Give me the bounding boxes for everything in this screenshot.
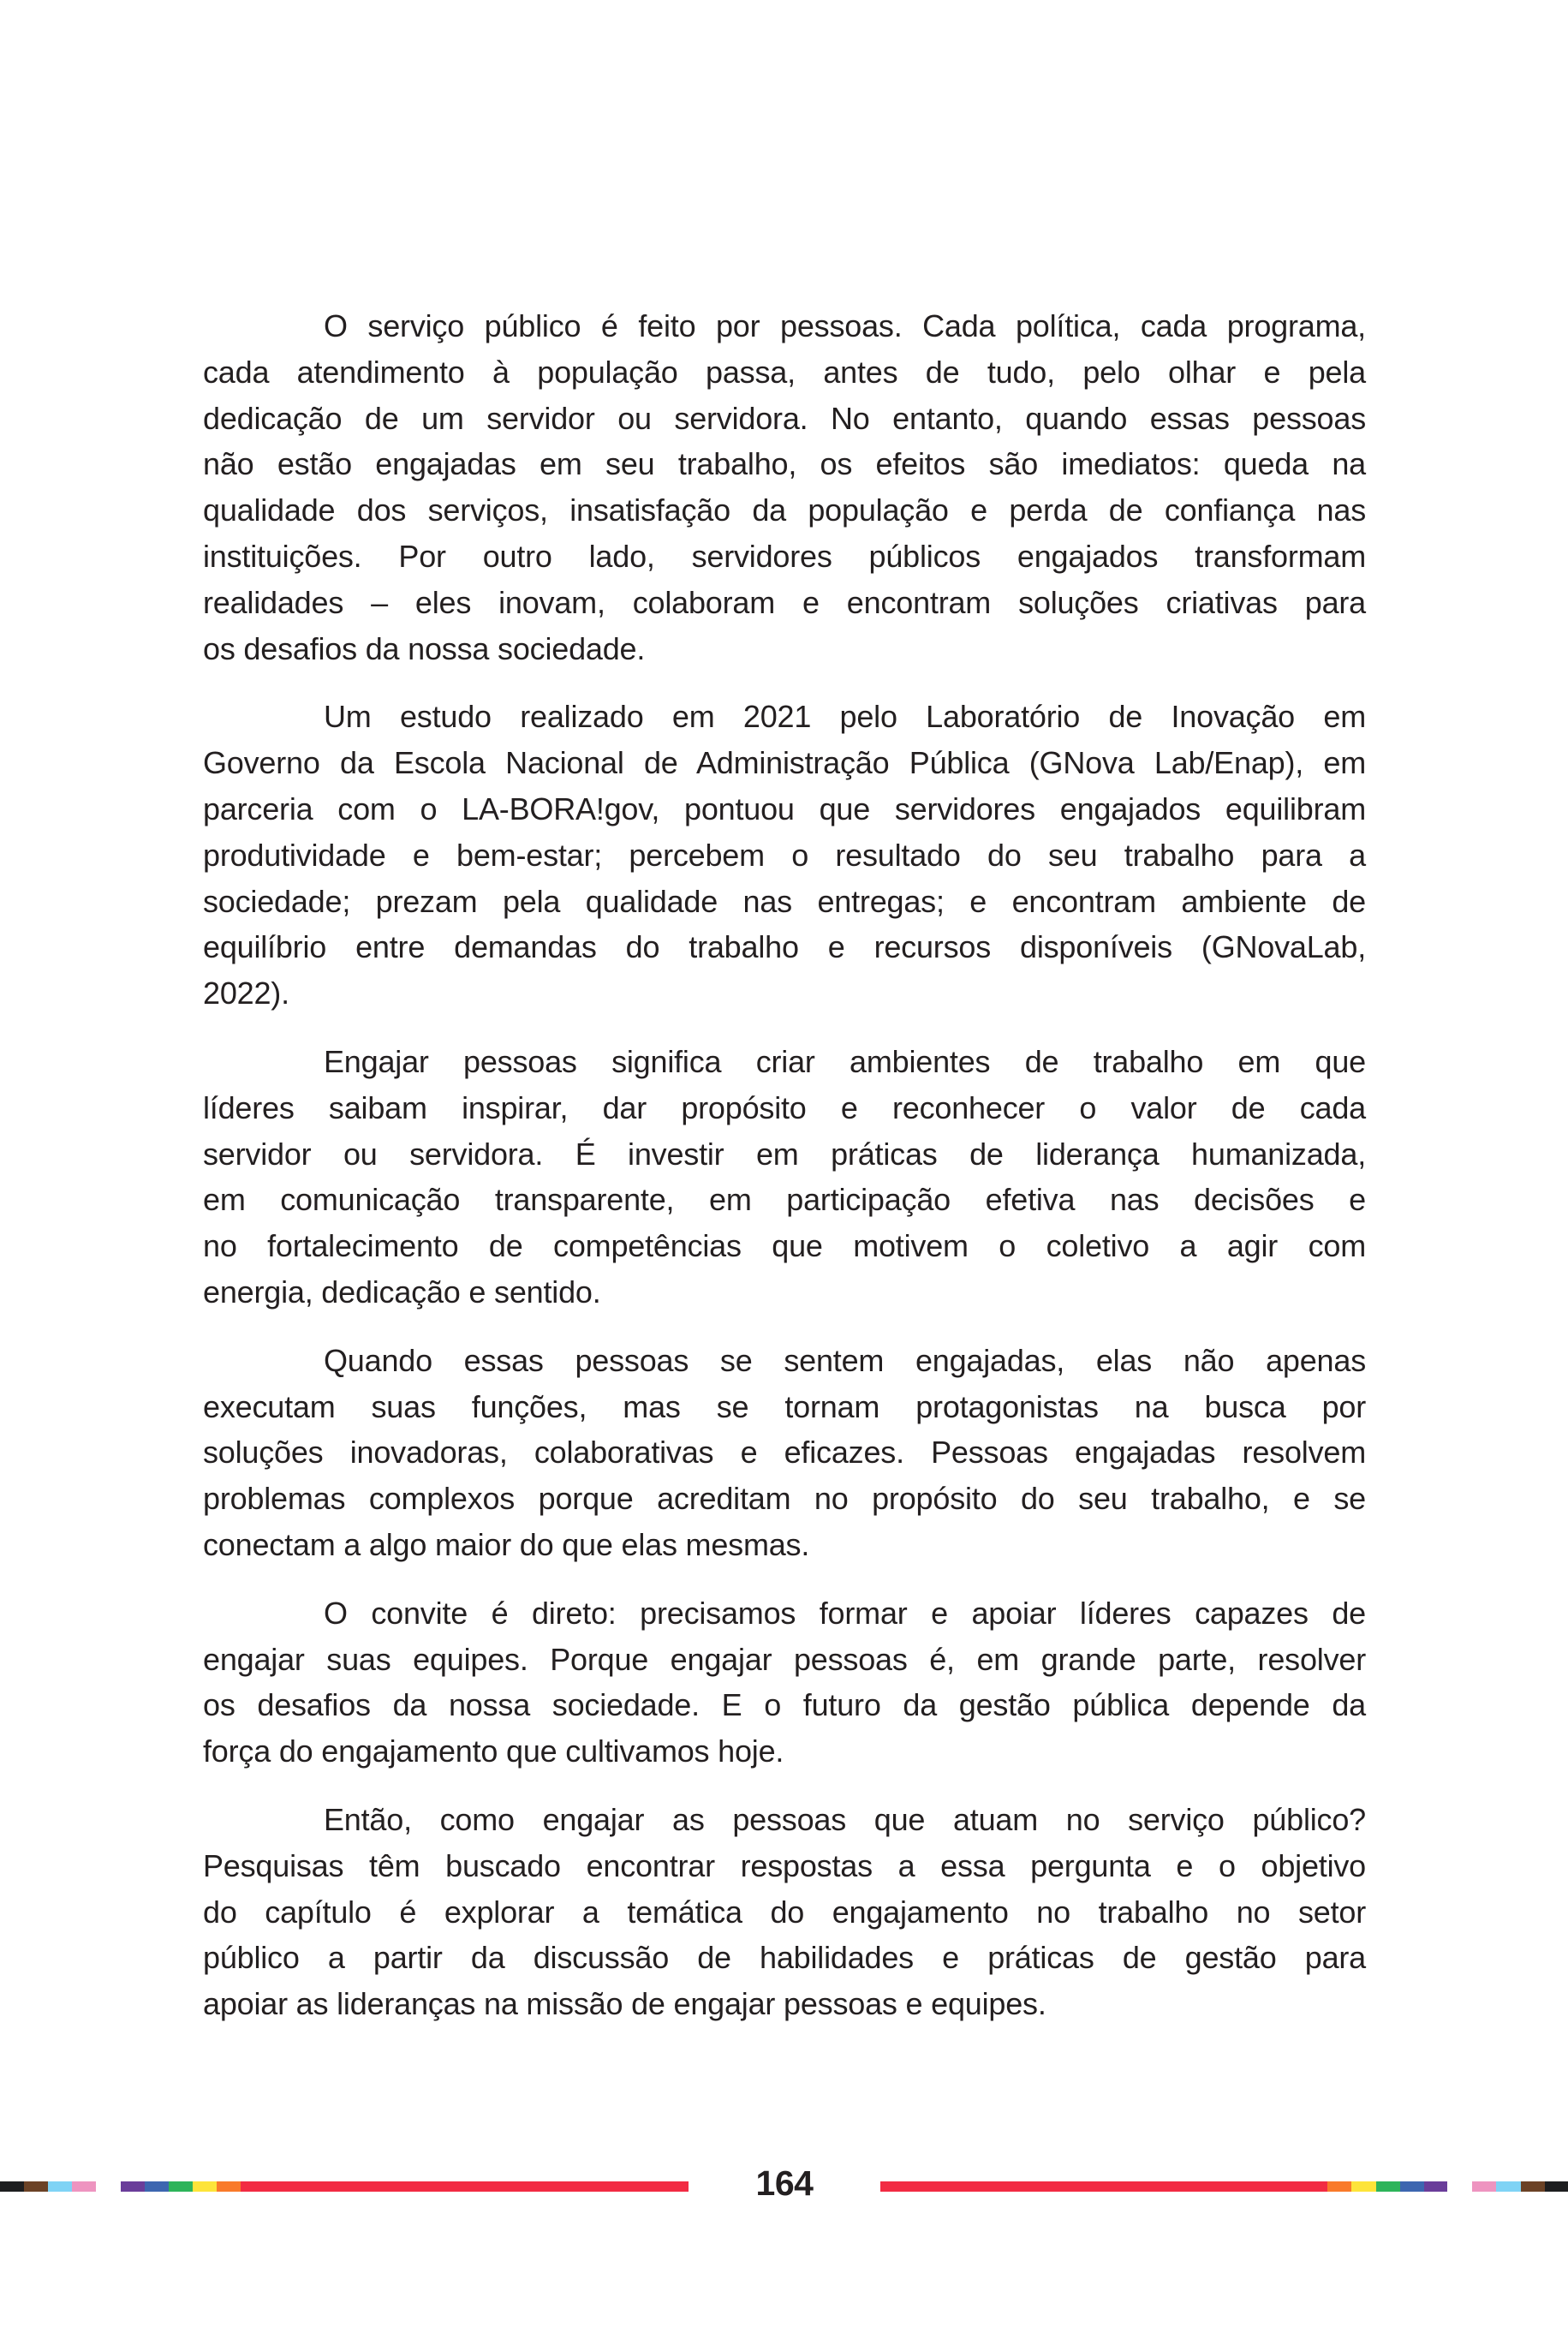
paragraph-1 <box>203 303 1366 671</box>
text-line: Quando essas pessoas se sentem engajadas, elas não apenas <box>324 1342 1366 1378</box>
text-line: servidor ou servidora. É investir em práticas de liderança humanizada, <box>203 1136 1366 1172</box>
stripe-segment-black <box>1545 2181 1568 2192</box>
stripe-segment-red-left <box>241 2181 689 2192</box>
stripe-segment-red-right <box>880 2181 1327 2192</box>
text-line: problemas complexos porque acreditam no propósito do seu trabalho, e se <box>203 1481 1366 1517</box>
stripe-segment-orange <box>217 2181 241 2192</box>
page-number: 164 <box>755 2163 814 2203</box>
text-line: energia, dedicação e sentido. <box>203 1274 601 1310</box>
text-line: 2022). <box>203 976 289 1011</box>
text-line: Governo da Escola Nacional de Administração Pública (GNova Lab/Enap), em <box>203 745 1366 781</box>
paragraph-6 <box>203 1797 1366 2027</box>
text-line: dedicação de um servidor ou servidora. No entanto, quando essas pessoas <box>203 400 1366 436</box>
stripe-segment-light-blue <box>1496 2181 1521 2192</box>
stripe-segment-yellow <box>1351 2181 1376 2192</box>
paragraph-3 <box>203 1039 1366 1316</box>
text-line: realidades – eles inovam, colaboram e encontram soluções criativas para <box>203 584 1366 620</box>
stripe-segment-brown <box>24 2181 48 2192</box>
text-line: executam suas funções, mas se tornam protagonistas na busca por <box>203 1388 1366 1424</box>
text-line: produtividade e bem-estar; percebem o resultado do seu trabalho para a <box>203 837 1366 873</box>
stripe-segment-green <box>169 2181 193 2192</box>
stripe-segment-blue <box>1400 2181 1424 2192</box>
stripe-segment-brown <box>1521 2181 1545 2192</box>
text-line: Um estudo realizado em 2021 pelo Laboratório de Inovação em <box>324 699 1366 735</box>
text-line: soluções inovadoras, colaborativas e eficazes. Pessoas engajadas resolvem <box>203 1435 1366 1471</box>
paragraph-4 <box>203 1338 1366 1568</box>
text-line: conectam a algo maior do que elas mesmas. <box>203 1526 810 1562</box>
text-line: do capítulo é explorar a temática do engajamento no trabalho no setor <box>203 1894 1366 1930</box>
stripe-segment-light-blue <box>48 2181 72 2192</box>
text-line: sociedade; prezam pela qualidade nas entregas; e encontram ambiente de <box>203 883 1366 919</box>
text-line: cada atendimento à população passa, antes de tudo, pelo olhar e pela <box>203 354 1366 390</box>
text-line: O serviço público é feito por pessoas. Cada política, cada programa, <box>324 308 1366 343</box>
text-line: parceria com o LA-BORA!gov, pontuou que servidores engajados equilibram <box>203 791 1366 826</box>
stripe-segment-orange <box>1327 2181 1351 2192</box>
text-line: Então, como engajar as pessoas que atuam no serviço público? <box>324 1801 1366 1837</box>
text-line: força do engajamento que cultivamos hoje. <box>203 1733 784 1769</box>
text-line: em comunicação transparente, em participação efetiva nas decisões e <box>203 1182 1366 1218</box>
stripe-segment-green <box>1376 2181 1400 2192</box>
text-line: líderes saibam inspirar, dar propósito e reconhecer o valor de cada <box>203 1089 1366 1125</box>
text-line: no fortalecimento de competências que motivem o coletivo a agir com <box>203 1228 1366 1264</box>
stripe-segment-pink <box>1472 2181 1496 2192</box>
text-line: os desafios da nossa sociedade. <box>203 630 646 666</box>
text-line: os desafios da nossa sociedade. E o futuro da gestão pública depende da <box>203 1687 1366 1723</box>
text-line: não estão engajadas em seu trabalho, os efeitos são imediatos: queda na <box>203 446 1366 482</box>
text-line: Pesquisas têm buscado encontrar respostas a essa pergunta e o objetivo <box>203 1847 1366 1883</box>
paragraph-5 <box>203 1590 1366 1775</box>
text-line: equilíbrio entre demandas do trabalho e recursos disponíveis (GNovaLab, <box>203 929 1366 965</box>
text-line: apoiar as lideranças na missão de engajar pessoas e equipes. <box>203 1986 1046 2022</box>
text-line: instituições. Por outro lado, servidores públicos engajados transformam <box>203 538 1366 574</box>
stripe-segment-pink <box>72 2181 96 2192</box>
page-body <box>203 303 1366 2027</box>
text-line: engajar suas equipes. Porque engajar pessoas é, em grande parte, resolver <box>203 1641 1366 1677</box>
stripe-segment-purple <box>121 2181 145 2192</box>
stripe-segment-blue <box>145 2181 169 2192</box>
text-line: público a partir da discussão de habilidades e práticas de gestão para <box>203 1940 1366 1976</box>
stripe-segment-yellow <box>193 2181 217 2192</box>
paragraph-2 <box>203 694 1366 1017</box>
text-line: O convite é direto: precisamos formar e apoiar líderes capazes de <box>324 1595 1366 1631</box>
stripe-segment-black <box>0 2181 24 2192</box>
stripe-segment-purple <box>1424 2181 1447 2192</box>
text-line: qualidade dos serviços, insatisfação da população e perda de confiança nas <box>203 492 1366 528</box>
text-line: Engajar pessoas significa criar ambientes de trabalho em que <box>324 1043 1366 1079</box>
